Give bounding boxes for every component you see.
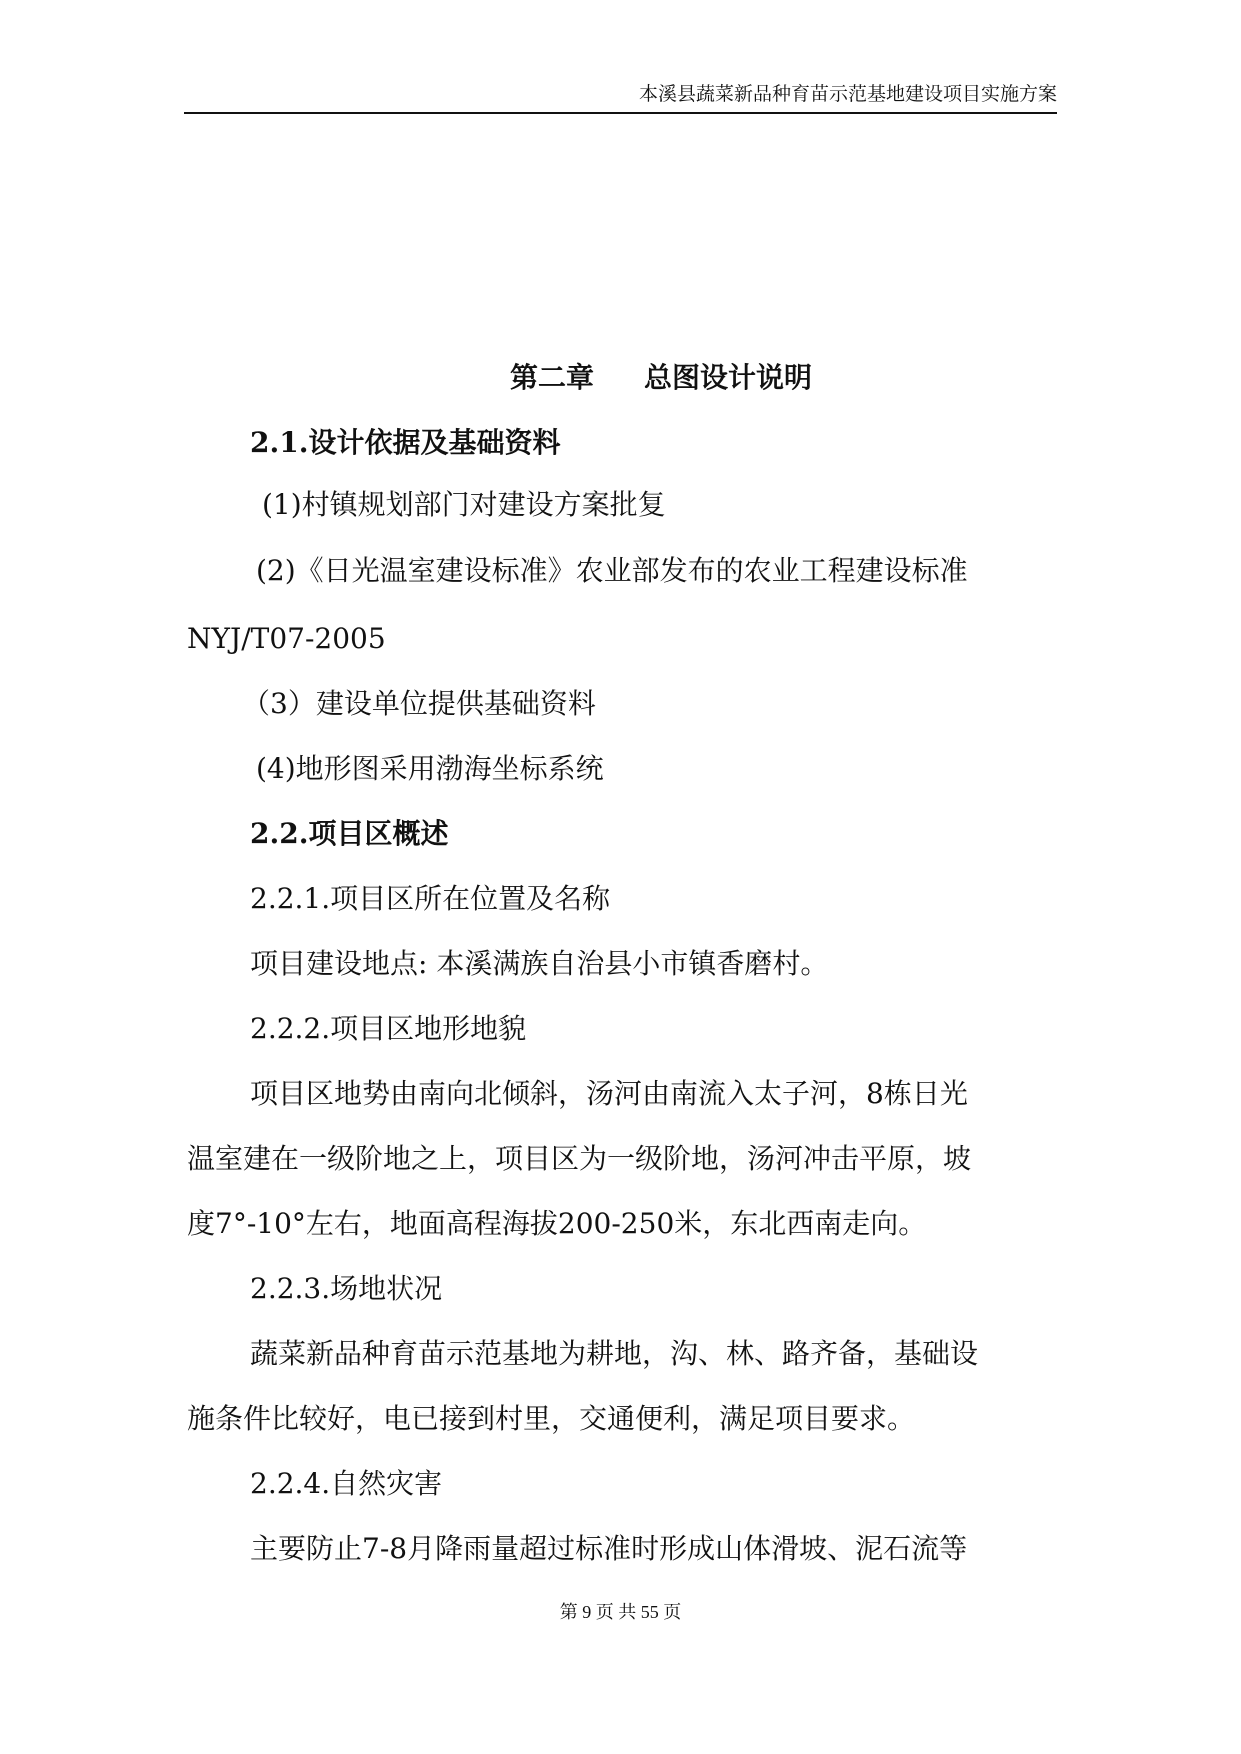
subsection-heading-2-2-1: 2.2.1.项目区所在位置及名称: [250, 882, 611, 915]
header-divider: [184, 112, 1057, 114]
running-header: 本溪县蔬菜新品种育苗示范基地建设项目实施方案: [638, 84, 1057, 105]
basis-item-4: (4)地形图采用渤海坐标系统: [256, 752, 604, 785]
paragraph-terrain-line-2: 温室建在一级阶地之上，项目区为一级阶地，汤河冲击平原，坡: [187, 1142, 972, 1175]
basis-item-1: (1)村镇规划部门对建设方案批复: [262, 488, 666, 521]
basis-item-2: (2)《日光温室建设标准》农业部发布的农业工程建设标准: [256, 554, 968, 587]
chapter-number: 第二章: [510, 361, 595, 394]
subsection-heading-2-2-3: 2.2.3.场地状况: [250, 1272, 443, 1305]
paragraph-site-line-1: 蔬菜新品种育苗示范基地为耕地，沟、林、路齐备，基础设: [250, 1337, 979, 1370]
paragraph-terrain-line-1: 项目区地势由南向北倾斜，汤河由南流入太子河，8栋日光: [250, 1077, 968, 1110]
chapter-heading: [510, 360, 812, 396]
paragraph-terrain-line-3: 度7°-10°左右，地面高程海拔200-250米，东北西南走向。: [187, 1207, 927, 1240]
page-number-footer: 第 9 页 共 55 页: [559, 1602, 682, 1622]
subsection-heading-2-2-2: 2.2.2.项目区地形地貌: [250, 1012, 527, 1045]
chapter-title: 总图设计说明: [644, 361, 813, 394]
paragraph-site-line-2: 施条件比较好，电已接到村里，交通便利，满足项目要求。: [187, 1402, 916, 1435]
basis-item-2-continued: NYJ/T07-2005: [187, 622, 386, 655]
section-heading-2-1: 2.1.设计依据及基础资料: [250, 426, 561, 459]
paragraph-disaster-line-1: 主要防止7-8月降雨量超过标准时形成山体滑坡、泥石流等: [250, 1532, 968, 1565]
paragraph-location: 项目建设地点: 本溪满族自治县小市镇香磨村。: [250, 947, 829, 980]
basis-item-3: （3）建设单位提供基础资料: [242, 687, 596, 720]
subsection-heading-2-2-4: 2.2.4.自然灾害: [250, 1467, 443, 1500]
section-heading-2-2: 2.2.项目区概述: [250, 817, 449, 850]
